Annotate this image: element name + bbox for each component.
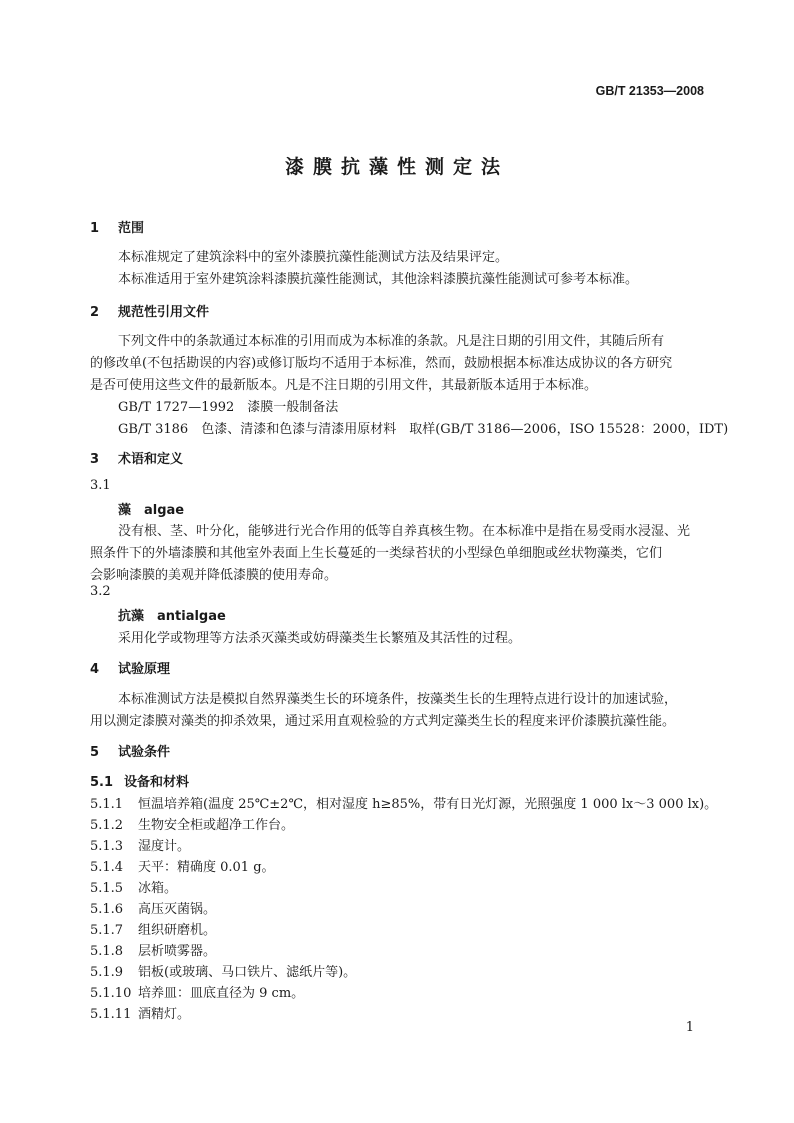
item-text: 铝板(或玻璃、马口铁片、滤纸片等)。	[138, 965, 357, 980]
list-item	[90, 919, 216, 938]
item-text: 天平：精确度 0.01 g。	[138, 860, 275, 875]
item-number: 5.1.4	[90, 860, 124, 875]
item-number: 5.1.3	[90, 839, 124, 854]
item-number: 5.1.2	[90, 818, 124, 833]
item-number: 5.1.6	[90, 902, 124, 917]
section-title: 术语和定义	[118, 452, 184, 467]
subsection-title: 设备和材料	[124, 775, 190, 790]
section-number: 2	[90, 305, 100, 320]
list-item	[90, 793, 717, 812]
item-number: 5.1.9	[90, 965, 124, 980]
section-number: 4	[90, 662, 100, 677]
section-number: 1	[90, 221, 100, 236]
paragraph-continued: 的修改单(不包括勘误的内容)或修订版均不适用于本标准，然而，鼓励根据本标准达成协议的各方研究	[90, 356, 673, 371]
term-definition-continued: 照条件下的外墙漆膜和其他室外表面上生长蔓延的一类绿苔状的小型绿色单细胞或丝状物藻类，它们	[90, 546, 663, 561]
list-item	[90, 877, 177, 896]
section-4-heading	[90, 658, 170, 677]
item-number: 5.1.11	[90, 1007, 132, 1022]
item-text: 冰箱。	[138, 881, 178, 896]
term-title: 藻 algae	[118, 503, 185, 518]
item-number: 5.1.1	[90, 797, 124, 812]
term-number: 3.1	[90, 478, 111, 493]
section-title: 规范性引用文件	[118, 305, 210, 320]
item-number: 5.1.5	[90, 881, 124, 896]
page-number: 1	[685, 1020, 694, 1035]
list-item	[90, 898, 216, 917]
list-item	[90, 982, 304, 1001]
paragraph: 本标准适用于室外建筑涂料漆膜抗藻性能测试，其他涂料漆膜抗藻性能测试可参考本标准。	[118, 272, 639, 287]
reference-item: GB/T 3186 色漆、清漆和色漆与清漆用原材料 取样(GB/T 3186—2006，ISO 15528：2000，IDT)	[118, 422, 729, 437]
list-item	[90, 940, 216, 959]
term-definition: 采用化学或物理等方法杀灭藻类或妨碍藻类生长繁殖及其活性的过程。	[118, 631, 522, 646]
paragraph-continued: 是否可使用这些文件的最新版本。凡是不注日期的引用文件，其最新版本适用于本标准。	[90, 378, 598, 393]
document-title: 漆膜抗藻性测定法	[284, 156, 509, 178]
list-item	[90, 1003, 190, 1022]
standard-number: GB/T 21353—2008	[595, 84, 704, 98]
list-item	[90, 814, 294, 833]
term-definition-continued: 会影响漆膜的美观并降低漆膜的使用寿命。	[90, 568, 338, 583]
section-title: 范围	[118, 221, 145, 236]
list-item	[90, 961, 356, 980]
term-number: 3.2	[90, 584, 111, 599]
subsection-number: 5.1	[90, 775, 114, 790]
section-title: 试验条件	[118, 745, 171, 760]
section-5-heading	[90, 741, 170, 760]
subsection-heading	[90, 771, 189, 790]
item-text: 恒温培养箱(温度 25℃±2℃，相对湿度 h≥85%，带有日光灯源，光照强度 1 000 lx～3 000 lx)。	[138, 797, 718, 812]
section-title: 试验原理	[118, 662, 171, 677]
term-definition: 没有根、茎、叶分化，能够进行光合作用的低等自养真核生物。在本标准中是指在易受雨水浸湿、光	[118, 524, 691, 539]
item-text: 培养皿：皿底直径为 9 cm。	[138, 986, 305, 1001]
item-text: 层析喷雾器。	[138, 944, 217, 959]
list-item	[90, 835, 190, 854]
paragraph: 下列文件中的条款通过本标准的引用而成为本标准的条款。凡是注日期的引用文件，其随后所有	[118, 334, 665, 349]
item-number: 5.1.10	[90, 986, 132, 1001]
paragraph: 本标准规定了建筑涂料中的室外漆膜抗藻性能测试方法及结果评定。	[118, 250, 509, 265]
item-text: 高压灭菌锅。	[138, 902, 217, 917]
item-text: 湿度计。	[138, 839, 191, 854]
paragraph: 本标准测试方法是模拟自然界藻类生长的环境条件，按藻类生长的生理特点进行设计的加速试验，	[118, 692, 678, 707]
section-number: 5	[90, 745, 100, 760]
item-text: 生物安全柜或超净工作台。	[138, 818, 295, 833]
term-title: 抗藻 antialgae	[118, 609, 226, 624]
item-text: 酒精灯。	[138, 1007, 191, 1022]
reference-item: GB/T 1727—1992 漆膜一般制备法	[118, 400, 339, 415]
section-2-heading	[90, 301, 209, 320]
paragraph-continued: 用以测定漆膜对藻类的抑杀效果，通过采用直观检验的方式判定藻类生长的程度来评价漆膜抗藻性能。	[90, 714, 676, 729]
item-number: 5.1.8	[90, 944, 124, 959]
section-1-heading	[90, 217, 144, 236]
section-number: 3	[90, 452, 100, 467]
item-text: 组织研磨机。	[138, 923, 217, 938]
item-number: 5.1.7	[90, 923, 124, 938]
section-3-heading	[90, 448, 183, 467]
list-item	[90, 856, 275, 875]
